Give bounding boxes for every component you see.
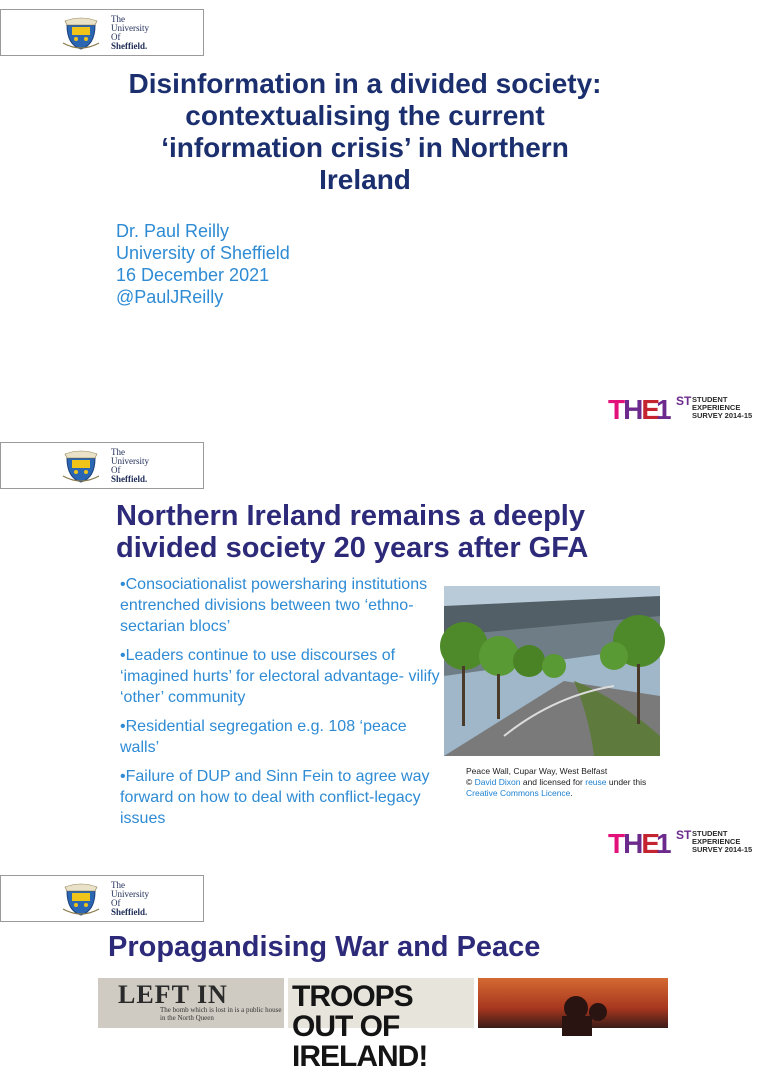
university-wordmark: The University Of Sheffield. [111, 880, 149, 917]
author-details [116, 220, 290, 308]
university-logo [0, 875, 204, 922]
slide-propaganda [0, 868, 768, 1073]
university-wordmark: The University Of Sheffield. [111, 14, 149, 51]
bullet-list [120, 574, 445, 837]
bullet-item: • Consociationalist powersharing institutions entrenched divisions between two ‘ethno-sectarian blocs’ [120, 574, 445, 637]
slide-heading: Propagandising War and Peace [108, 931, 541, 963]
slide-divided-society [0, 434, 768, 868]
slide-title [0, 0, 768, 434]
university-logo [0, 9, 204, 56]
the-survey-logo: THE 1 ST STUDENT EXPERIENCE SURVEY 2014-15 [608, 394, 753, 425]
copyright-icon: © [466, 777, 473, 787]
university-crest-icon [61, 15, 101, 51]
licence-link[interactable]: Creative Commons Licence [466, 788, 571, 798]
author-affiliation: University of Sheffield [116, 243, 290, 263]
slide-heading: Northern Ireland remains a deeply divided society 20 years after GFA [116, 500, 589, 564]
presentation-title: Disinformation in a divided society: contextualising the current ‘information crisis’ in Northern Ireland [128, 68, 602, 195]
author-link[interactable]: David Dixon [474, 777, 521, 787]
bullet-item: • Leaders continue to use discourses of ‘imagined hurts’ for electoral advantage- vilify ‘other’ community [120, 645, 445, 708]
university-logo [0, 442, 204, 489]
university-crest-icon [61, 881, 101, 917]
photo-caption: Peace Wall, Cupar Way, West Belfast © David Dixon and licensed for reuse under this Creative Commons Licence. [466, 766, 676, 799]
silhouette-photo [478, 978, 668, 1028]
author-name: Dr. Paul Reilly [116, 221, 230, 241]
presentation-date: 16 December 2021 [116, 265, 270, 285]
university-crest-icon [61, 448, 101, 484]
bullet-item: • Failure of DUP and Sinn Fein to agree way forward on how to deal with conflict-legacy issues [120, 766, 445, 829]
peace-wall-photo [444, 586, 660, 756]
caption-title: Peace Wall, Cupar Way, West Belfast [466, 766, 608, 776]
the-survey-logo: THE 1 ST STUDENT EXPERIENCE SURVEY 2014-15 [608, 828, 753, 859]
bullet-item: • Residential segregation e.g. 108 ‘peace walls’ [120, 716, 445, 758]
reuse-link[interactable]: reuse [585, 777, 607, 787]
author-handle: @PaulJReilly [116, 287, 224, 307]
newspaper-image: LEFT IN The bomb which is lost in is a public house in the North Queen [98, 978, 284, 1028]
troops-out-poster-image: TROOPS OUT OF IRELAND! [288, 978, 474, 1028]
university-wordmark: The University Of Sheffield. [111, 447, 149, 484]
